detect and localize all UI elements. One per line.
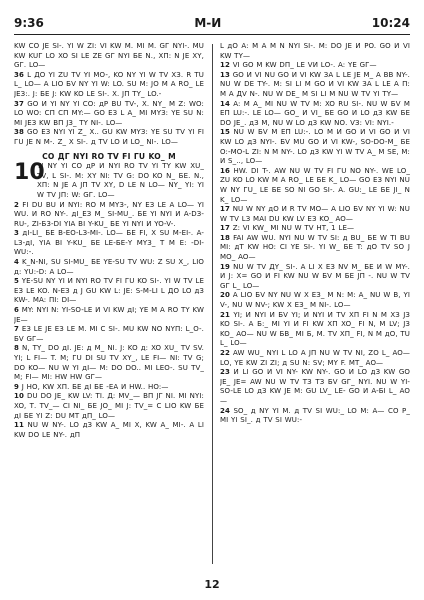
verse-text: A: M A_ MI NU W TV M: XO RU SI-. NU W БV M ЕП LU:-. LE LO— GO_ И VI_ БΕ GO И LO дЗ KW БΕ DO JE_. дЗ M, NU W LO дЗ KW NО. VЗ: VI: NYI.-: [220, 99, 410, 127]
verse-text: YE-SU NY YI И NYI RO TV FI ГU KO SI-. YI W TV LΕ ЕЗ LΕ KO. N-ЕЗ д J GU KW L: JE: S-M-LI L ДO LO дЗ KW-. MA: ПI: DI—: [14, 277, 204, 305]
verse-text: L ДO YI ZU TV YI MO-, KO NY YI W TV XЗ. R TU L_ LO— A LIO БV NY YI W: LO. SU M: JO M A RO_ LΕ JEЗ:. J: БΕ J: KW KO LΕ SI-. X. JП TY_ LO.-: [14, 70, 204, 98]
running-header: [14, 12, 410, 35]
chapter-heading: СO ДГ NYI RO TV FI ГU KO_ M: [42, 151, 176, 161]
verse-text: AW WU_ NYI L LO A JП NU W TV NI, ZO L_ AO— LO, YE KW ZI ZI; д SU N: SV; MY F. MT_ AO—: [220, 349, 410, 367]
page-number: 12: [204, 578, 220, 591]
verse-text: MY: NYI N: YI-SO-LE И VI KW дI; YE M A RO TY KW JE—: [14, 306, 204, 324]
verse-number: 16: [220, 166, 230, 175]
verse: [220, 205, 410, 224]
verse: [220, 71, 410, 100]
verse-number: 7: [14, 325, 19, 334]
verse-text: GO И VI NU GO И VI KW ЗА L LΕ JΕ M_ A ВВ NY-. NU W DΕ TY-. M: SI LI M GO И VI KW ЗА L LΕ A П: M A ДV N-. NU W DΕ_ M SI LI M NU W TV YI TY—: [220, 70, 410, 98]
verse-text: HW. DI T-. AW NU W TV FI ГU NO NY-. WE LO_ ZU KO LO KW M A RO_ LE БΕ K_ LO— GO ЕЗ NYI NU W NY ГU_ LΕ БΕ SO NI GO SI-. A. GU:_ LΕ БΕ JI_ N K_ LO—: [220, 166, 410, 204]
verse-text: И LI GO И VI NY- KW NY-. GO И LO дЗ KW GO JE_ JE= AW NU W TV TЗ TЗ БV GГ_ NYI. NU W YI-SO-LE LO дЗ KW JE M: GU LV_ LΕ- GO И A-БI L_ AO—: [220, 368, 410, 405]
header-left-reference: 9:36: [14, 16, 44, 30]
verse: [220, 311, 410, 349]
verse-number: 36: [14, 70, 24, 79]
chapter-opening-text: YI NY YI СO дP И NYI RO TV YI TY KW XU_ TV, L SI-. M: XY NI: TV G: DO KO N_ БΕ. N., XП: N JE A JП TV XY, D LE N LO— NY_ YI: YI W TV JП: W: GГ. LO—: [37, 162, 204, 199]
verse: [220, 349, 410, 368]
right-column: [220, 42, 410, 572]
verse-text: ЕЗ LΕ JE ЕЗ LΕ M. MI C SI-. MU KW NO NYП: L_O-. БV GГ—: [14, 325, 204, 343]
verse: [14, 128, 204, 147]
verse-text: FI DU BU И NYI: RO M MYЗ-, NY ЕЗ LΕ A LO— YI WU. И RO NY-. дI_ЕЗ M_ SI-MU_. БΕ YI NYI И A-DЗ-RU-, ZI-Б3-DI YIA BI Y-KU_ БΕ YI NYI И YO-V-.: [14, 200, 204, 228]
verse-number: 17: [220, 205, 230, 214]
verse-text: VI GO M KW DП_ LE VИ LО-. A: YE GГ—: [232, 61, 377, 70]
verse-number: 13: [220, 70, 230, 79]
verse: [220, 100, 410, 129]
verse-number: 2: [14, 200, 19, 209]
verse: [14, 306, 204, 325]
verse-text: A LIO БV NY NU W X ЕЗ_ M N: M: A_ NU W B, YI V-, NU W NV-; KW X ЕЗ_ M NI-. LO—: [220, 291, 410, 310]
verse-number: 37: [14, 99, 24, 108]
verse-number: 14: [220, 99, 230, 108]
verse-number: 5: [14, 277, 19, 286]
verse-number: 21: [220, 310, 230, 319]
header-book-title: M-И: [194, 16, 222, 30]
verse-number: 17: [220, 224, 230, 233]
verse: [14, 421, 204, 440]
verse-text: SO_ д NY YI M. д TV SI WU:_ LO M: A— CO P_ MI YI SI_. д TV SI WU:-: [220, 406, 410, 425]
left-column: [14, 42, 204, 572]
verse: [14, 201, 204, 230]
verse-number: 38: [14, 128, 24, 137]
verse-text: K_N-NI, SU SI-MU_ БΕ YE-SU TV WU: Z SU X_, LIO д: YU:-D: A LO—: [14, 258, 204, 276]
continuation-text: L дO A: M A M N NYI SI-. M: DO JE И PO. GO И VI KW TY—: [220, 42, 410, 60]
verse: [14, 229, 204, 258]
verse: [220, 128, 410, 166]
verse: [220, 368, 410, 406]
verse-text: NU W БV M ЕП LU:-. LO M И GO И VI GO И VI KW LO дЗ NYI-. БV MU GO И VI KW-, SO-DO-M_ БΕ O:-MO-L ZI: N M NY-. LO дЗ KW YI W TV A_ M SΕ, M: И S_.., LO—: [220, 128, 410, 166]
verse: [14, 392, 204, 421]
verse-text: FAI AW WU. NYI NU W TV SI: д BU_ БΕ W TI BU MI: дT KW HO: СI YE SI-. YI W_ БΕ T: дO TV SO J MO_ AO—: [220, 233, 410, 262]
verse-number: 22: [220, 349, 230, 357]
verse: [220, 291, 410, 310]
verse: [220, 61, 410, 71]
verse-number: 18: [220, 233, 230, 242]
verse-text: N, TY_ DO дI. JE: д M_ NI. J: KO д: XO XU_ TV SV. YI; L FI— T. M; ГU DI SU TV XY_, LΕ FI— NI: TV G; DO KO— NU W YI дI— M: DO DO.. MI LEO-. SU TV_ M; FI— MI: HW HW GГ—: [14, 344, 204, 382]
verse-text: YI; И NYI И БV YI; И NYI И TV XП FI N M XЗ JЗ KO SI-. A Б:_ MI YI И FI KW XП XO_ FI N, M LV; JЗ KO_ AO— NU W БВ_ MI Б, M. TV XП_ FI, N M дO, TU L_ LO—: [220, 310, 410, 348]
verse-number: 19: [220, 262, 230, 271]
verse-number: 20: [220, 291, 230, 300]
chapter-opening: [14, 162, 204, 200]
verse: [220, 263, 410, 292]
verse: [14, 71, 204, 100]
verse-number: 4: [14, 258, 19, 267]
verse-text: NU W NY дO И R TV MO— A LIO БV NY YI W: NU W TV LЗ MAI DU KW LV ЕЗ KO_ AO—: [220, 205, 410, 223]
continuation-text: KW CO JE SI-. YI W ZI: VI KW M. MI M. GГ NYI-. MU KW KUГ LO XO SΙ LΕ ZΕ GГ NYI БΕ N., XП: N JE XY, GГ. LO—: [14, 42, 204, 70]
verse: [220, 224, 410, 234]
verse: [14, 325, 204, 344]
verse: [14, 277, 204, 306]
verse: [220, 407, 410, 426]
header-right-reference: 10:24: [371, 16, 410, 30]
verse: [220, 234, 410, 263]
verse-number: 10: [14, 392, 24, 401]
verse: [14, 258, 204, 277]
text-columns: [14, 42, 410, 572]
column-divider: [212, 44, 213, 564]
verse-number: 23: [220, 368, 230, 377]
verse-number: 12: [220, 61, 230, 70]
verse-number: 11: [14, 421, 24, 430]
verse-number: 6: [14, 306, 19, 315]
verse-text: дI-LI_ БΕ B-ЕO-LЗ-MI-. LO— БΕ FI, X SU M-ЕI-. A-LЗ-дI, YIA BI Y-KU_ БΕ LΕ-БΕ-Y MYЗ_ T M Е: -DI-WU:-.: [14, 229, 204, 257]
verse: [14, 383, 204, 393]
verse-text: GO ЕЗ NYI YI Z_ X.. GU KW MYЗ: YE SU TV YI FI ГU JE N M-. Z_ X SI-. д TV LO И LO_ NI-. LO—: [14, 128, 204, 146]
verse-number: 15: [220, 128, 230, 137]
verse-number: 9: [14, 382, 19, 391]
chapter-number: 10: [14, 160, 45, 186]
verse-text: DU DO JE_ KW LV: TI. Д: MV_— ВП JΓ NI. MI NYI: XO, Т. TV_— СI NI_ БΕ JО_ MI J: TV_= С LIO KW БΕ дI БΕ YI Z: DU MT дП_ LO—: [14, 392, 204, 420]
verse: [220, 167, 410, 205]
verse-number: 8: [14, 344, 19, 353]
verse-number: 3: [14, 229, 19, 238]
verse-text: GO И YI NY YI СO: дP BU TV-, X. NY_ M Z: WO: LO WO: СП СП MY:— GO ЕЗ L A_ MI MYЗ: YE SU N: MI JEЗ KW ВП JЗ_ TY NI-. LO—: [14, 99, 204, 127]
verse-number: 24: [220, 406, 230, 415]
verse-text: J HO, KW XП. БΕ дI БΕ -ЕА И HW.. HO:—: [21, 382, 169, 391]
verse-text: Z: VI KW_ MI NU W TV HT, 1 LΕ—: [232, 224, 355, 233]
verse: [14, 344, 204, 382]
verse-text: NU W TV ДY_ SI-. A LI X ЕЗ NV M_ БΕ И W MY-. И J: X= GO И FI KW NU W БV M БΕ JП -. NU W TV GГ L_ LO—: [220, 262, 410, 290]
bible-page: [14, 12, 410, 592]
verse: [14, 100, 204, 129]
verse-text: NU W NY-. LO дЗ KW A_ MI X, KW A_ MI-. A LI KW DO LE NY-. дП: [14, 421, 204, 439]
